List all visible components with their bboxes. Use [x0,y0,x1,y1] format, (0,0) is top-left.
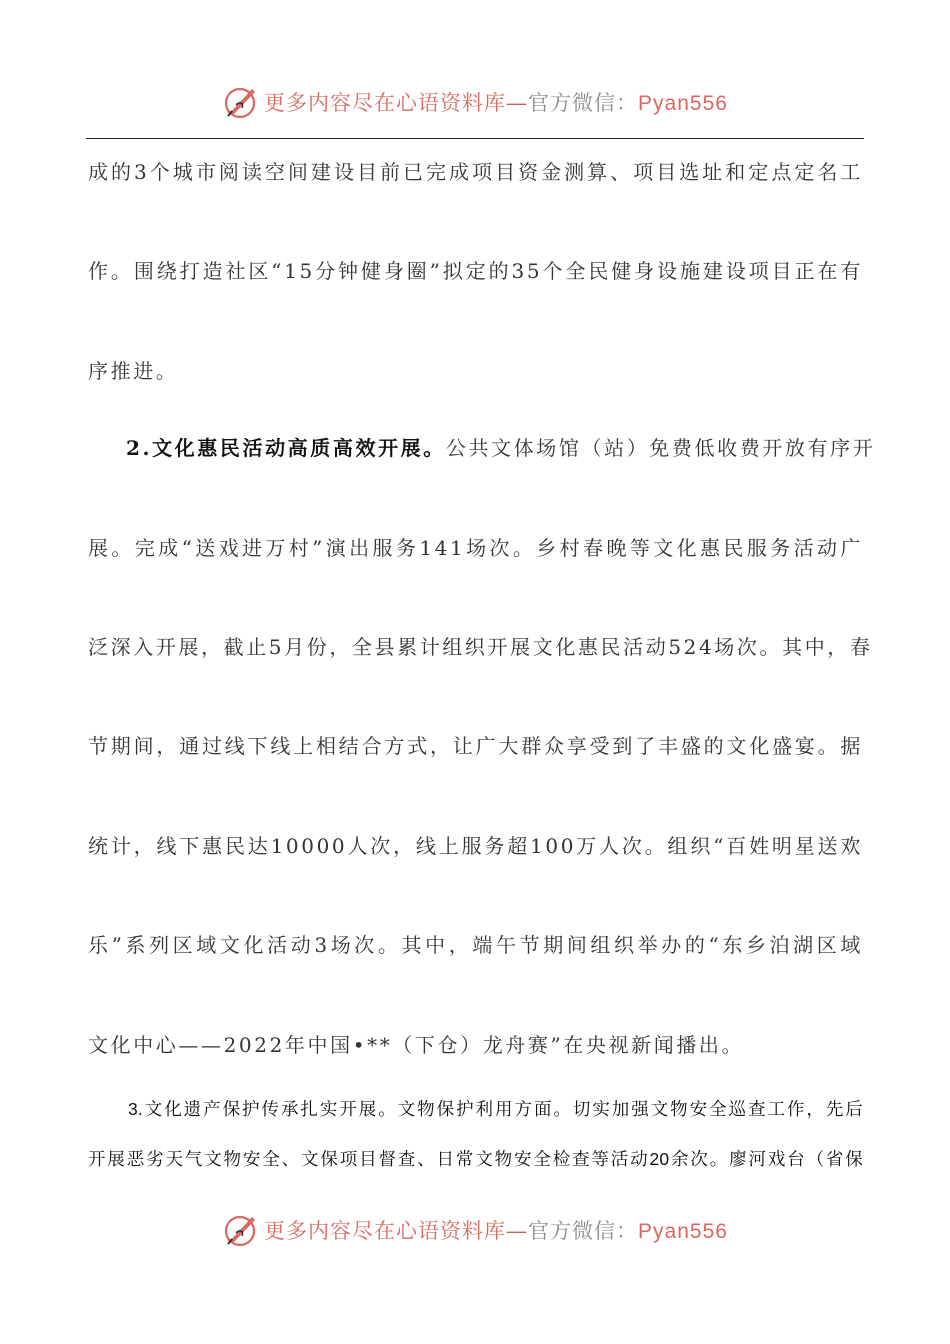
header-contact-label: 官方微信： [528,91,639,115]
body-line: 乐”系列区域文化活动3场次。其中，端午节期间组织举办的“东乡泊湖区域 [88,933,863,957]
body-line: 展。完成“送戏进万村”演出服务141场次。乡村春晚等文化惠民服务活动广 [88,536,863,560]
para2-first-line [126,433,876,463]
header-wechat-id: Pyan556 [638,92,728,115]
body-line: 作。围绕打造社区“15分钟健身圈”拟定的35个全民健身设施建设项目正在有 [88,259,863,283]
body-line: 序推进。 [88,359,179,383]
footer-banner [0,1208,950,1252]
para3-line: 3.文化遗产保护传承扎实开展。文物保护利用方面。切实加强文物安全巡查工作，先后 [128,1099,863,1119]
body-line: 统计，线下惠民达10000人次，线上服务超100万人次。组织“百姓明星送欢 [88,834,863,858]
para2-heading: 2.文化惠民活动高质高效开展。 [126,436,446,460]
footer-contact-label: 官方微信： [528,1219,639,1243]
body-line: 文化中心——2022年中国•**（下仓）龙舟赛”在央视新闻播出。 [88,1033,745,1057]
quill-logo-icon [222,1211,260,1249]
header-dash: — [506,91,529,115]
body-line: 成的3个城市阅读空间建设目前已完成项目资金测算、项目选址和定点定名工 [88,160,863,184]
body-line: 节期间，通过线下线上相结合方式，让广大群众享受到了丰盛的文化盛宴。据 [88,734,863,758]
para3-line: 开展恶劣天气文物安全、文保项目督查、日常文物安全检查等活动20余次。廖河戏台（省保 [88,1149,863,1169]
header-rule [86,138,864,139]
footer-banner-text [264,1215,728,1245]
body-line: 泛深入开展，截止5月份，全县累计组织开展文化惠民活动524场次。其中，春 [88,635,873,659]
header-banner-text [264,87,728,117]
footer-wechat-id: Pyan556 [638,1220,728,1243]
para2-first-rest: 公共文体场馆（站）免费低收费开放有序开 [445,436,876,460]
footer-site-text: 更多内容尽在心语资料库 [264,1219,507,1243]
quill-logo-icon [222,83,260,121]
header-site-text: 更多内容尽在心语资料库 [264,91,507,115]
footer-dash: — [506,1219,529,1243]
header-banner [0,80,950,124]
